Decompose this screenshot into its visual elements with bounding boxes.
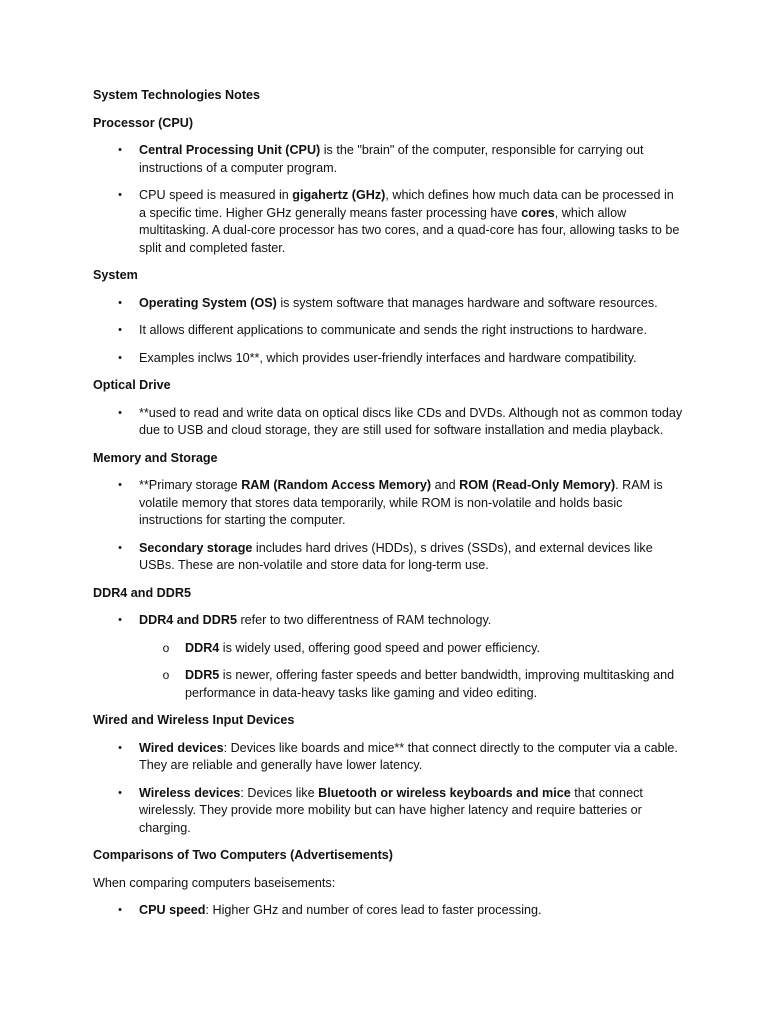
list-item	[118, 477, 683, 530]
item-text: : Higher GHz and number of cores lead to faster processing.	[205, 903, 542, 917]
bold-term: ROM (Read-Only Memory)	[459, 478, 616, 492]
bold-term: Operating System (OS)	[139, 295, 277, 310]
sub-list-item	[162, 640, 683, 658]
bullet-list-processor	[93, 142, 683, 257]
item-text: and	[431, 478, 460, 492]
section-heading-optical-drive: Optical Drive	[93, 378, 171, 392]
item-text: includes hard drives (HDDs), s drives (SSDs), and external devices like USBs. These are non-volatile and store data for long-term use.	[139, 540, 653, 572]
bullet-list-memory-storage	[93, 477, 683, 575]
bullet-icon: •	[118, 904, 122, 916]
bullet-icon: •	[118, 324, 122, 336]
bullet-icon: •	[118, 144, 122, 156]
bullet-icon: •	[118, 541, 122, 554]
list-item	[118, 612, 683, 702]
item-text: **Primary storage	[139, 478, 242, 492]
item-text: , which allow multitasking. A dual-core processor has two cores, and a quad-core has four, allowing tasks to be split and completed faster.	[139, 205, 680, 255]
item-text: Examples inclws 10**, which provides user-friendly interfaces and hardware compatibility.	[139, 350, 637, 365]
list-item	[118, 540, 683, 575]
list-item	[118, 322, 683, 340]
section-intro: When comparing computers baseisements:	[93, 875, 336, 890]
bullet-list-input-devices	[93, 740, 683, 838]
list-item	[118, 187, 683, 257]
section-heading-comparisons: Comparisons of Two Computers (Advertisements)	[93, 848, 393, 862]
sub-list-item	[162, 667, 683, 702]
section-heading-ddr: DDR4 and DDR5	[93, 585, 191, 600]
bold-term: Secondary storage	[139, 540, 253, 555]
section-heading-memory-storage: Memory and Storage	[93, 450, 218, 465]
bold-term: DDR4 and DDR5	[139, 613, 237, 627]
item-text: It allows different applications to communicate and sends the right instructions to hardware.	[139, 323, 647, 337]
list-item	[118, 405, 683, 440]
bold-term: RAM (Random Access Memory)	[241, 478, 432, 492]
document-title: System Technologies Notes	[93, 88, 261, 102]
bold-term: Wired devices	[139, 740, 224, 755]
bullet-icon: •	[118, 296, 122, 309]
bullet-icon: •	[118, 351, 122, 364]
item-text: **used to read and write data on optical discs like CDs and DVDs. Although not as common today due to USB and cloud storage, they are still used for software installation and media playback.	[139, 405, 683, 437]
list-item	[118, 295, 683, 313]
item-text: refer to two differentness of RAM technology.	[236, 613, 492, 627]
bold-term: Wireless devices	[139, 785, 241, 800]
bold-term: gigahertz (GHz)	[292, 188, 386, 202]
bullet-icon: •	[118, 786, 122, 799]
bold-term: DDR4	[185, 640, 220, 655]
list-item	[118, 902, 683, 920]
circle-bullet-icon: o	[162, 640, 170, 655]
item-text: : Devices like	[240, 785, 319, 800]
section-heading-system: System	[93, 268, 138, 282]
section-heading-input-devices: Wired and Wireless Input Devices	[93, 713, 295, 727]
bold-term: Central Processing Unit (CPU)	[139, 143, 321, 157]
list-item	[118, 740, 683, 775]
bullet-icon: •	[118, 479, 122, 491]
sub-bullet-list-ddr	[139, 640, 683, 703]
section-heading-processor: Processor (CPU)	[93, 115, 194, 130]
item-text: : Devices like boards and mice** that connect directly to the computer via a cable. They are reliable and generally have lower latency.	[139, 740, 678, 772]
bullet-icon: •	[118, 189, 122, 201]
document-page	[93, 87, 683, 930]
item-text: is system software that manages hardware and software resources.	[276, 295, 658, 310]
list-item	[118, 142, 683, 177]
bold-term: CPU speed	[139, 903, 206, 917]
item-text: CPU speed is measured in	[139, 188, 293, 202]
bullet-icon: •	[118, 406, 122, 419]
item-text: . RAM is volatile memory that stores data temporarily, while ROM is non-volatile and holds basic instructions for starting the computer.	[139, 478, 663, 527]
item-text: is widely used, offering good speed and power efficiency.	[219, 640, 540, 655]
bold-term: Bluetooth or wireless keyboards and mice	[318, 785, 571, 800]
bold-term: cores	[521, 205, 555, 220]
bullet-icon: •	[118, 741, 122, 754]
item-text: that connect wirelessly. They provide more mobility but can have higher latency and require batteries or charging.	[139, 785, 643, 835]
bullet-list-system	[93, 295, 683, 368]
bullet-icon: •	[118, 614, 122, 626]
bullet-list-comparisons	[93, 902, 683, 920]
circle-bullet-icon: o	[162, 668, 170, 682]
item-text: is the "brain" of the computer, responsible for carrying out instructions of a computer program.	[139, 143, 644, 175]
bullet-list-optical-drive	[93, 405, 683, 440]
list-item	[118, 785, 683, 838]
list-item	[118, 350, 683, 368]
item-text: is newer, offering faster speeds and better bandwidth, improving multitasking and performance in data-heavy tasks like gaming and video editing.	[185, 668, 675, 700]
bullet-list-ddr	[93, 612, 683, 702]
bold-term: DDR5	[185, 668, 220, 682]
item-text: , which defines how much data can be processed in a specific time. Higher GHz generally means faster processing have	[139, 188, 674, 220]
